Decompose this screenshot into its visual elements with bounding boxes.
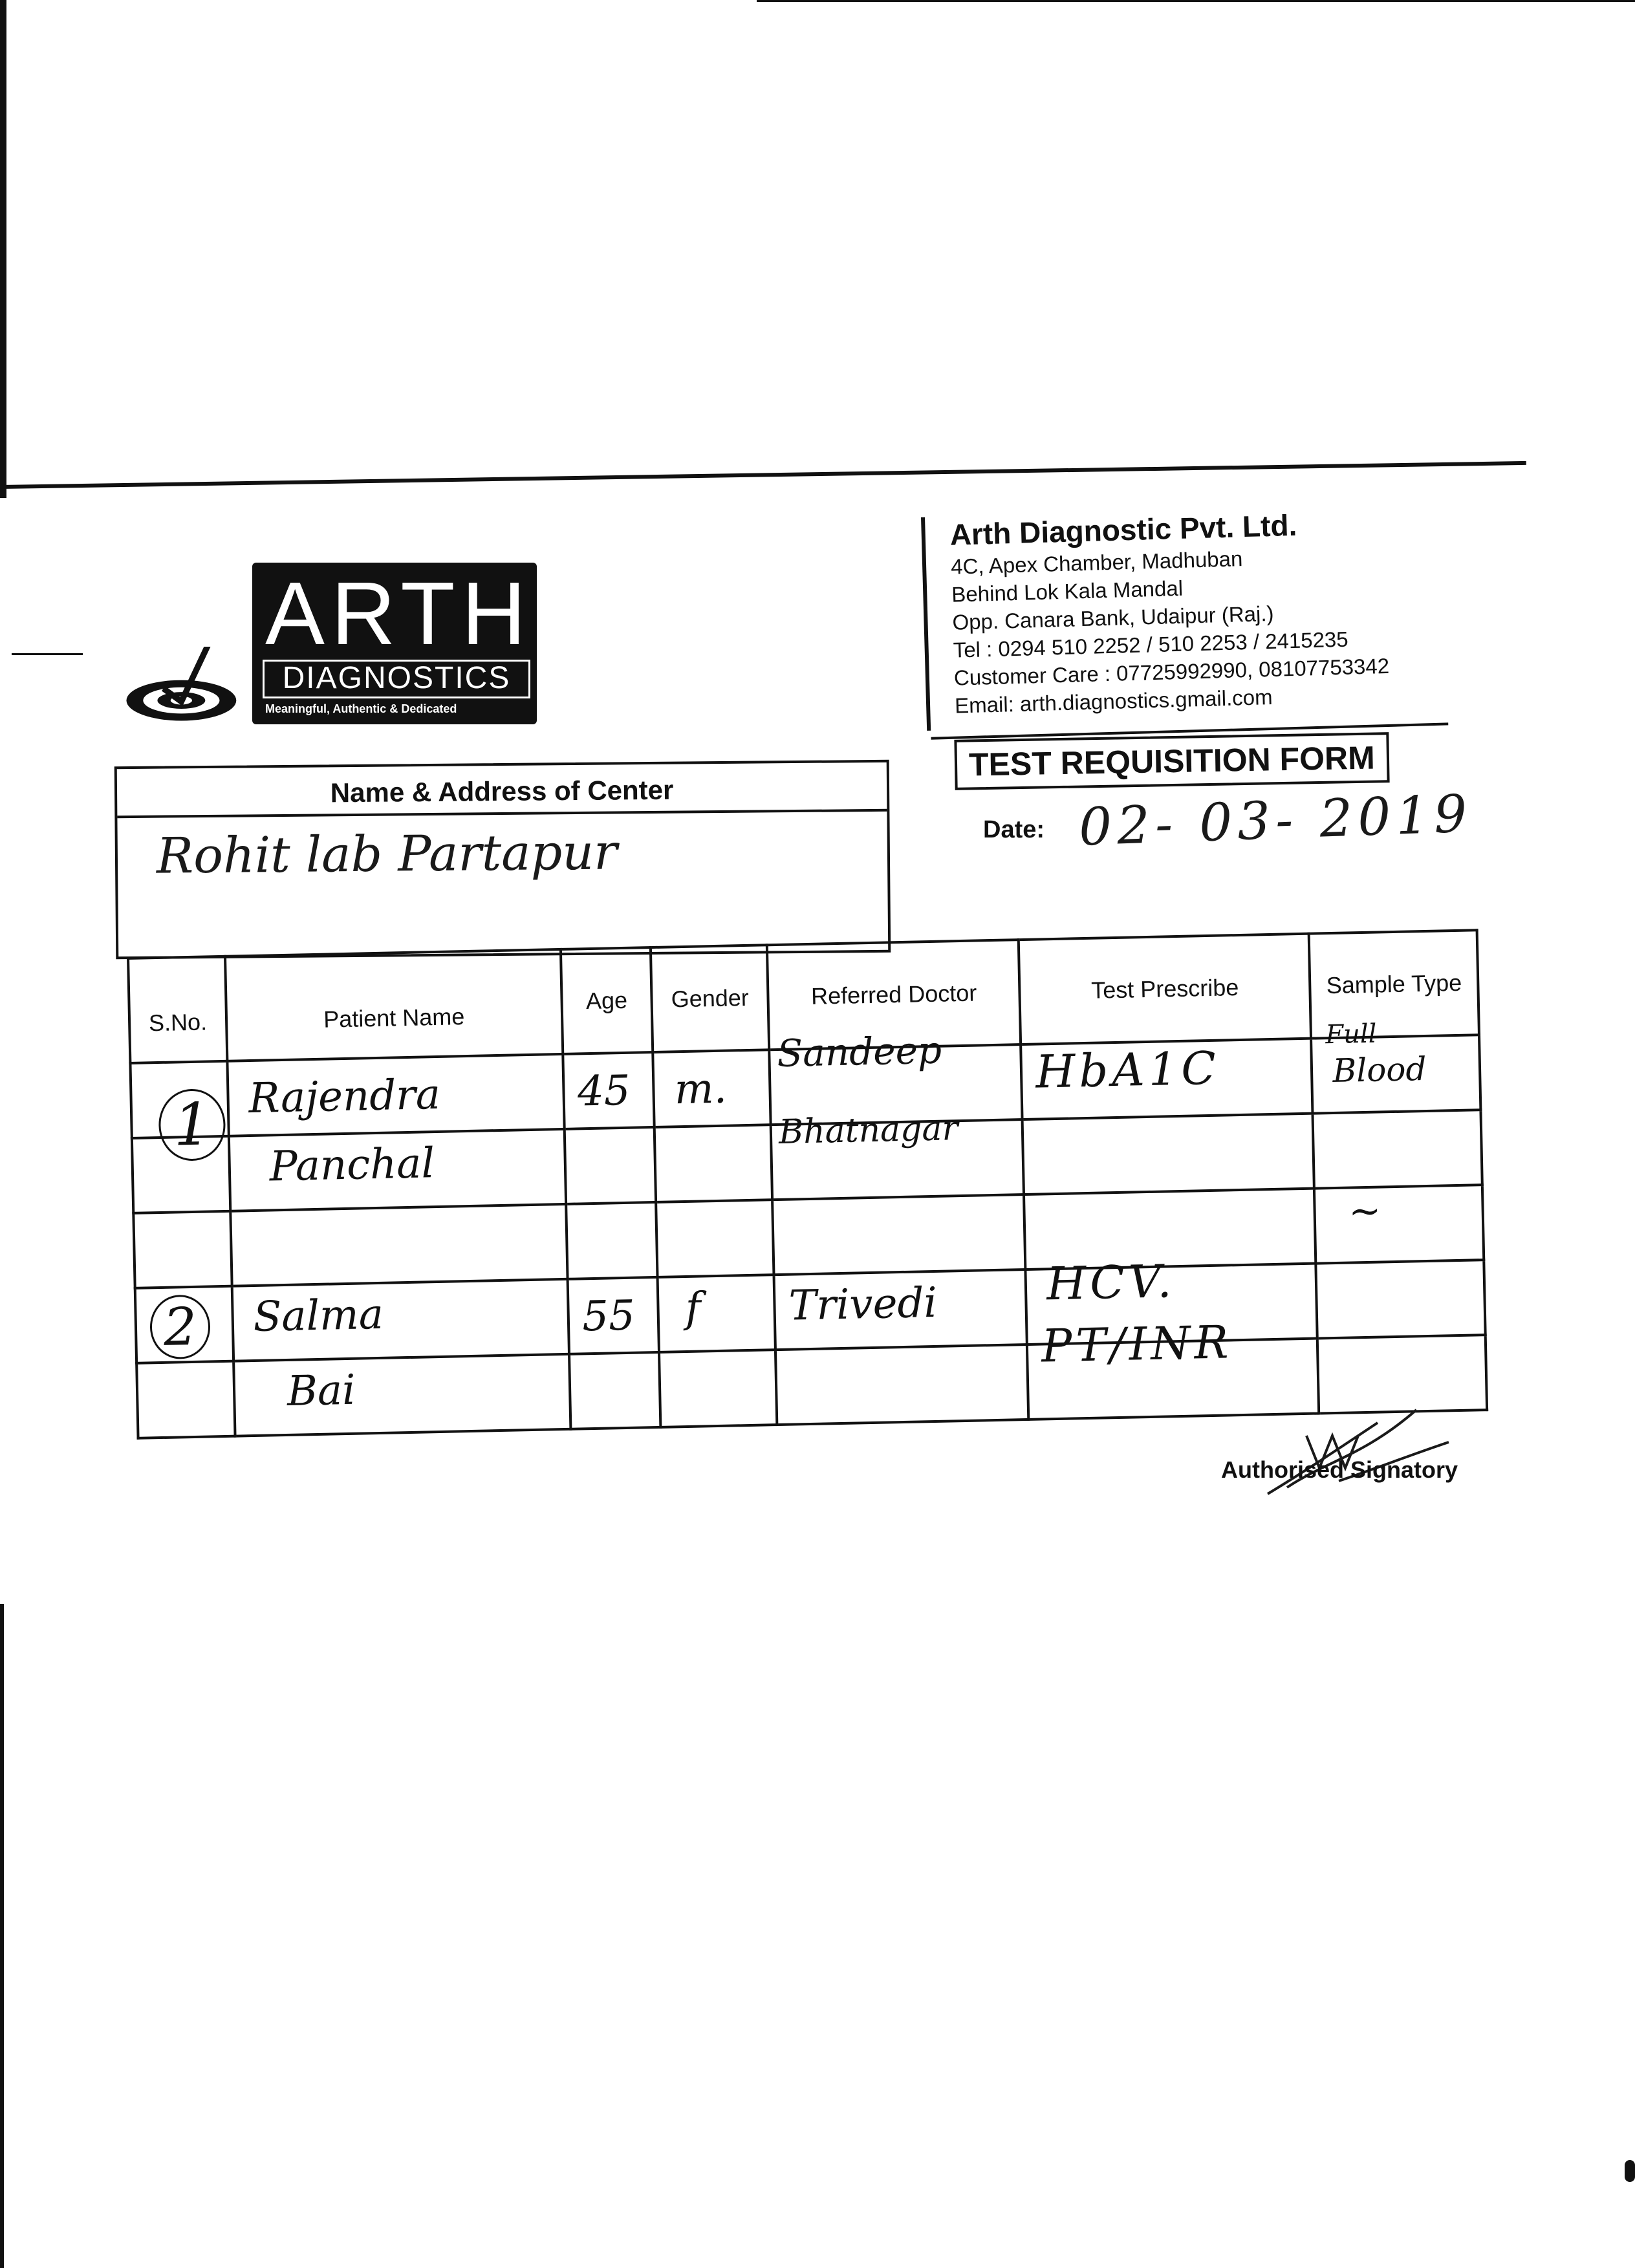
center-heading: Name & Address of Center (117, 762, 887, 818)
cell-gender (655, 1125, 772, 1202)
address-line: Email: arth.diagnostics.gmail.com (954, 684, 1273, 718)
doctor-value: Trivedi (788, 1279, 938, 1330)
cell-sample (1316, 1260, 1486, 1338)
scan-edge-top-right (757, 0, 1635, 2)
col-header-gender: Gender (651, 945, 769, 1052)
cell-age (569, 1352, 661, 1429)
logo-sub-text: DIAGNOSTICS (263, 660, 530, 698)
gender-value: f (685, 1284, 702, 1333)
col-header-doctor: Referred Doctor (767, 940, 1021, 1050)
col-header-age: Age (560, 947, 653, 1054)
age-value: 45 (577, 1066, 631, 1116)
test-value: PT/INR (1041, 1315, 1233, 1373)
sample-dash-mark: ~ (1348, 1188, 1382, 1235)
authorised-signatory-label: Authorised Signatory (1221, 1456, 1458, 1483)
address-line: Behind Lok Kala Mandal (951, 576, 1184, 607)
address-line: Customer Care : 07725992990, 08107753342 (953, 653, 1390, 690)
doctor-value: Sandeep (776, 1028, 942, 1075)
cell-age (567, 1277, 659, 1354)
patient-name: Bai (287, 1366, 356, 1416)
center-value: Rohit lab Partapur (156, 823, 618, 885)
address-line: Opp. Canara Bank, Udaipur (Raj.) (952, 601, 1274, 634)
cell-test (1023, 1114, 1314, 1194)
cell-sno (136, 1361, 235, 1438)
address-line: Tel : 0294 510 2252 / 510 2253 / 2415235 (953, 627, 1349, 662)
logo-box (252, 563, 537, 724)
date-value: 02- 03- 2019 (1077, 783, 1473, 858)
date-label: Date: (983, 816, 1045, 843)
sno-value: 2 (149, 1294, 211, 1359)
scan-dot (1625, 2160, 1635, 2182)
scan-edge-left-bottom (0, 1604, 4, 2268)
cell-doctor (771, 1109, 1024, 1200)
scan-edge-line (0, 461, 1526, 489)
signature-scribble (1261, 1397, 1455, 1507)
test-value: HCV. (1046, 1255, 1176, 1311)
scan-edge-top-left (0, 0, 6, 498)
sample-value: Blood (1332, 1050, 1427, 1090)
col-header-patient: Patient Name (225, 949, 563, 1061)
cell-doctor (775, 1345, 1029, 1425)
address-line: 4C, Apex Chamber, Madhuban (950, 546, 1243, 579)
col-header-sample: Sample Type (1309, 930, 1479, 1038)
cell-patient (227, 1054, 564, 1136)
test-value: HbA1C (1035, 1041, 1220, 1099)
cell-sno (132, 1136, 230, 1213)
cell-patient (232, 1279, 569, 1361)
company-address-block (921, 501, 1499, 731)
patient-name: Panchal (268, 1139, 435, 1191)
cell-gender (658, 1275, 775, 1352)
gender-value: m. (674, 1064, 728, 1114)
cell-doctor (774, 1269, 1028, 1350)
cell-sno (133, 1211, 232, 1288)
cell-sno (130, 1061, 228, 1160)
requisition-table (127, 929, 1488, 1440)
logo-main-text: ARTH (265, 564, 533, 664)
doctor-value: Bhatnagar (778, 1109, 958, 1152)
cell-sno (135, 1286, 233, 1363)
col-header-sno: S.No. (128, 956, 227, 1063)
cell-sample (1314, 1185, 1484, 1263)
cell-gender (653, 1050, 771, 1127)
arth-logo (116, 556, 543, 737)
cell-age (564, 1127, 656, 1204)
cell-patient (230, 1204, 567, 1286)
logo-tagline: Meaningful, Authentic & Dedicated (265, 702, 457, 715)
form-title: TEST REQUISITION FORM (954, 732, 1389, 790)
cell-doctor (772, 1194, 1026, 1275)
stray-mark (12, 653, 83, 655)
cell-patient (229, 1129, 566, 1211)
cell-age (563, 1052, 655, 1129)
cell-gender (659, 1350, 777, 1427)
cell-sample (1311, 1019, 1480, 1113)
cell-age (566, 1202, 658, 1279)
cell-patient (233, 1354, 570, 1436)
age-value: 55 (581, 1291, 636, 1341)
patient-name: Rajendra (248, 1070, 441, 1123)
cell-test (1021, 1039, 1312, 1119)
col-header-test: Test Prescribe (1019, 934, 1311, 1044)
sample-value: Full (1325, 1019, 1377, 1050)
target-check-icon (116, 647, 252, 724)
center-box (114, 760, 891, 959)
patient-name: Salma (252, 1290, 384, 1342)
company-name: Arth Diagnostic Pvt. Ltd. (949, 508, 1297, 552)
cell-sample (1313, 1110, 1482, 1188)
sno-value: 1 (158, 1088, 226, 1161)
cell-gender (656, 1200, 774, 1277)
